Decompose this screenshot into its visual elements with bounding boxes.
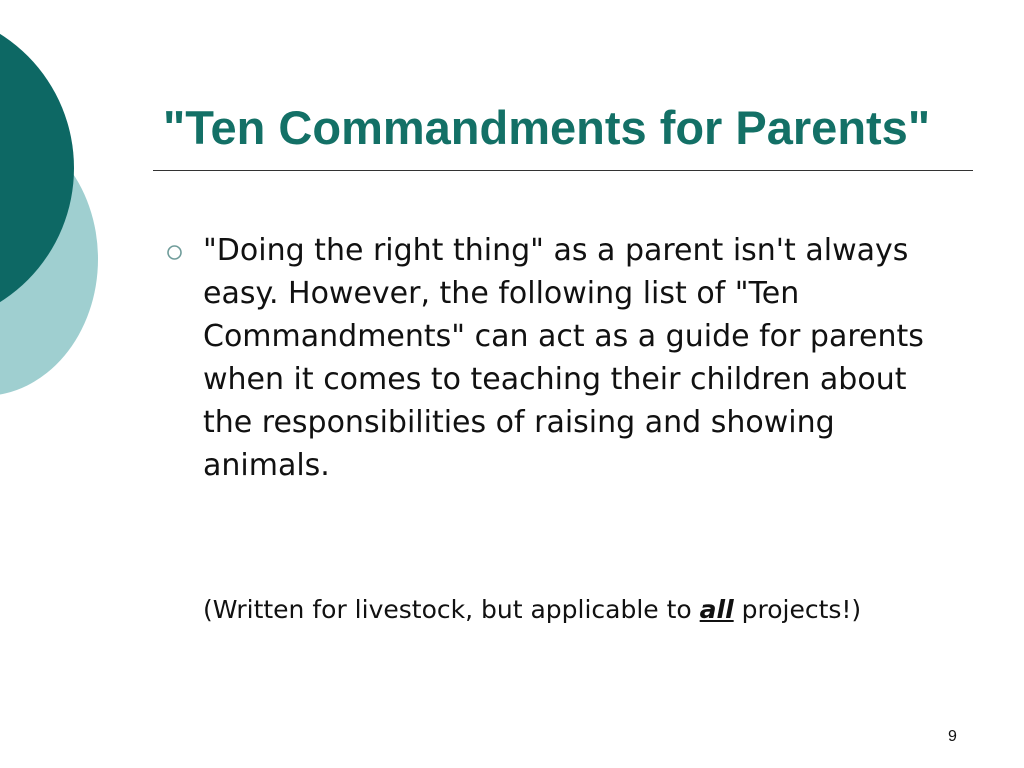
page-number: 9 xyxy=(948,728,957,745)
bullet-text: "Doing the right thing" as a parent isn't always easy. However, the following list of "Ten Commandments" can act as a guide for parents when it comes to teaching their children about the responsibilities of raising and showing animals. xyxy=(203,233,924,483)
note-text-before: (Written for livestock, but applicable to xyxy=(203,595,700,624)
note-text-after: projects!) xyxy=(733,595,862,624)
slide-title: "Ten Commandments for Parents" xyxy=(163,101,931,154)
note-text xyxy=(203,592,861,628)
title-divider xyxy=(153,170,973,171)
note-emphasis: all xyxy=(699,595,734,624)
hollow-circle-bullet-icon xyxy=(166,244,183,261)
